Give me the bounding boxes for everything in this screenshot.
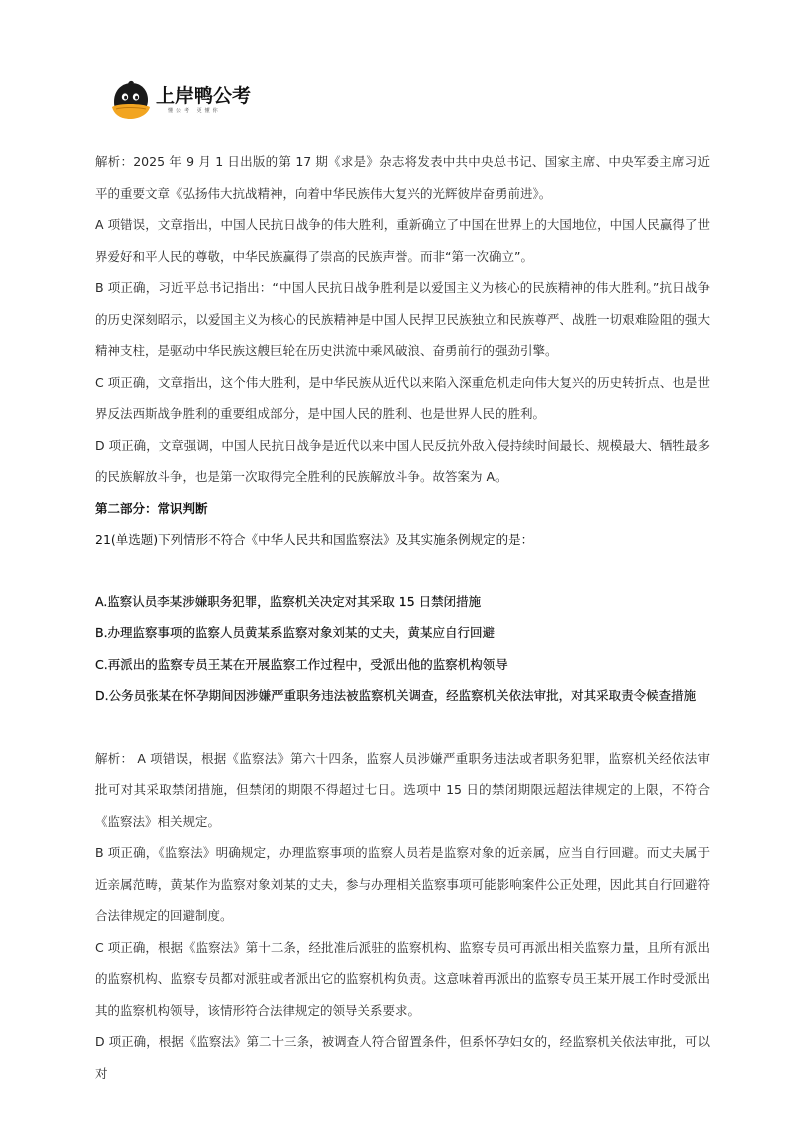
brand-logo — [108, 78, 251, 122]
brand-slogan: 懂公考 更懂你 — [168, 107, 221, 114]
spacer — [95, 712, 710, 743]
brand-name: 上岸鸭公考 — [156, 84, 252, 107]
answer-analysis-c: C 项正确，根据《监察法》第十二条，经批准后派驻的监察机构、监察专员可再派出相关监察力量，且所有派出的监察机构、监察专员都对派驻或者派出它的监察机构负责。这意味着再派出的监察专员王某开展工作时受派出其的监察机构领导，该情形符合法律规定的领导关系要求。 — [95, 939, 710, 1018]
document-body — [95, 146, 710, 1089]
analysis-point: D 项正确，文章强调，中国人民抗日战争是近代以来中国人民反抗外敌入侵持续时间最长、规模最大、牺牲最多的民族解放斗争，也是第一次取得完全胜利的民族解放斗争。故答案为 A。 — [95, 437, 710, 484]
option-a: A.监察认员李某涉嫌职务犯罪，监察机关决定对其采取 15 日禁闭措施 — [95, 593, 482, 609]
spacer — [95, 556, 710, 586]
answer-analysis-a: 解析： A 项错误，根据《监察法》第六十四条，监察人员涉嫌严重职务违法或者职务犯罪，监察机关经依法审批可对其采取禁闭措施，但禁闭的期限不得超过七日。选项中 15 日的禁闭期限远超法律规定的上限，不符合《监察法》相关规定。 — [95, 750, 710, 829]
option-b: B.办理监察事项的监察人员黄某系监察对象刘某的丈夫，黄某应自行回避 — [95, 625, 496, 640]
option-c: C.再派出的监察专员王某在开展监察工作过程中，受派出他的监察机构领导 — [95, 656, 508, 672]
analysis-point: B 项正确，习近平总书记指出：“中国人民抗日战争胜利是以爱国主义为核心的民族精神的伟大胜利。”抗日战争的历史深刻昭示，以爱国主义为核心的民族精神是中国人民捍卫民族独立和民族尊严、战胜一切艰难险阻的强大精神支柱，是驱动中华民族这艘巨轮在历史洪流中乘风破浪、奋勇前行的强劲引擎。 — [95, 280, 710, 358]
analysis-intro: 解析：2025 年 9 月 1 日出版的第 17 期《求是》杂志将发表中共中央总书记、国家主席、中央军委主席习近平的重要文章《弘扬伟大抗战精神，向着中华民族伟大复兴的光辉彼岸奋勇前进》。 — [95, 154, 710, 201]
question-stem: 21(单选题)下列情形不符合《中华人民共和国监察法》及其实施条例规定的是： — [95, 532, 534, 547]
analysis-point: A 项错误，文章指出，中国人民抗日战争的伟大胜利，重新确立了中国在世界上的大国地位，中国人民赢得了世界爱好和平人民的尊敬，中华民族赢得了崇高的民族声誉。而非“第一次确立”。 — [95, 217, 710, 264]
option-d: D.公务员张某在怀孕期间因涉嫌严重职务违法被监察机关调查，经监察机关依法审批，对其采取责令候查措施 — [95, 688, 697, 703]
answer-analysis-b: B 项正确，《监察法》明确规定，办理监察事项的监察人员若是监察对象的近亲属，应当自行回避。而丈夫属于近亲属范畴，黄某作为监察对象刘某的丈夫，参与办理相关监察事项可能影响案件公正处理，因此其自行回避符合法律规定的回避制度。 — [95, 845, 710, 923]
analysis-point: C 项正确，文章指出，这个伟大胜利，是中华民族从近代以来陷入深重危机走向伟大复兴的历史转折点、也是世界反法西斯战争胜利的重要组成部分，是中国人民的胜利、也是世界人民的胜利。 — [95, 374, 710, 421]
section-title: 第二部分：常识判断 — [95, 500, 208, 516]
duck-icon — [108, 80, 152, 120]
answer-analysis-d: D 项正确，根据《监察法》第二十三条，被调查人符合留置条件，但系怀孕妇女的，经监察机关依法审批，可以对 — [95, 1034, 710, 1081]
